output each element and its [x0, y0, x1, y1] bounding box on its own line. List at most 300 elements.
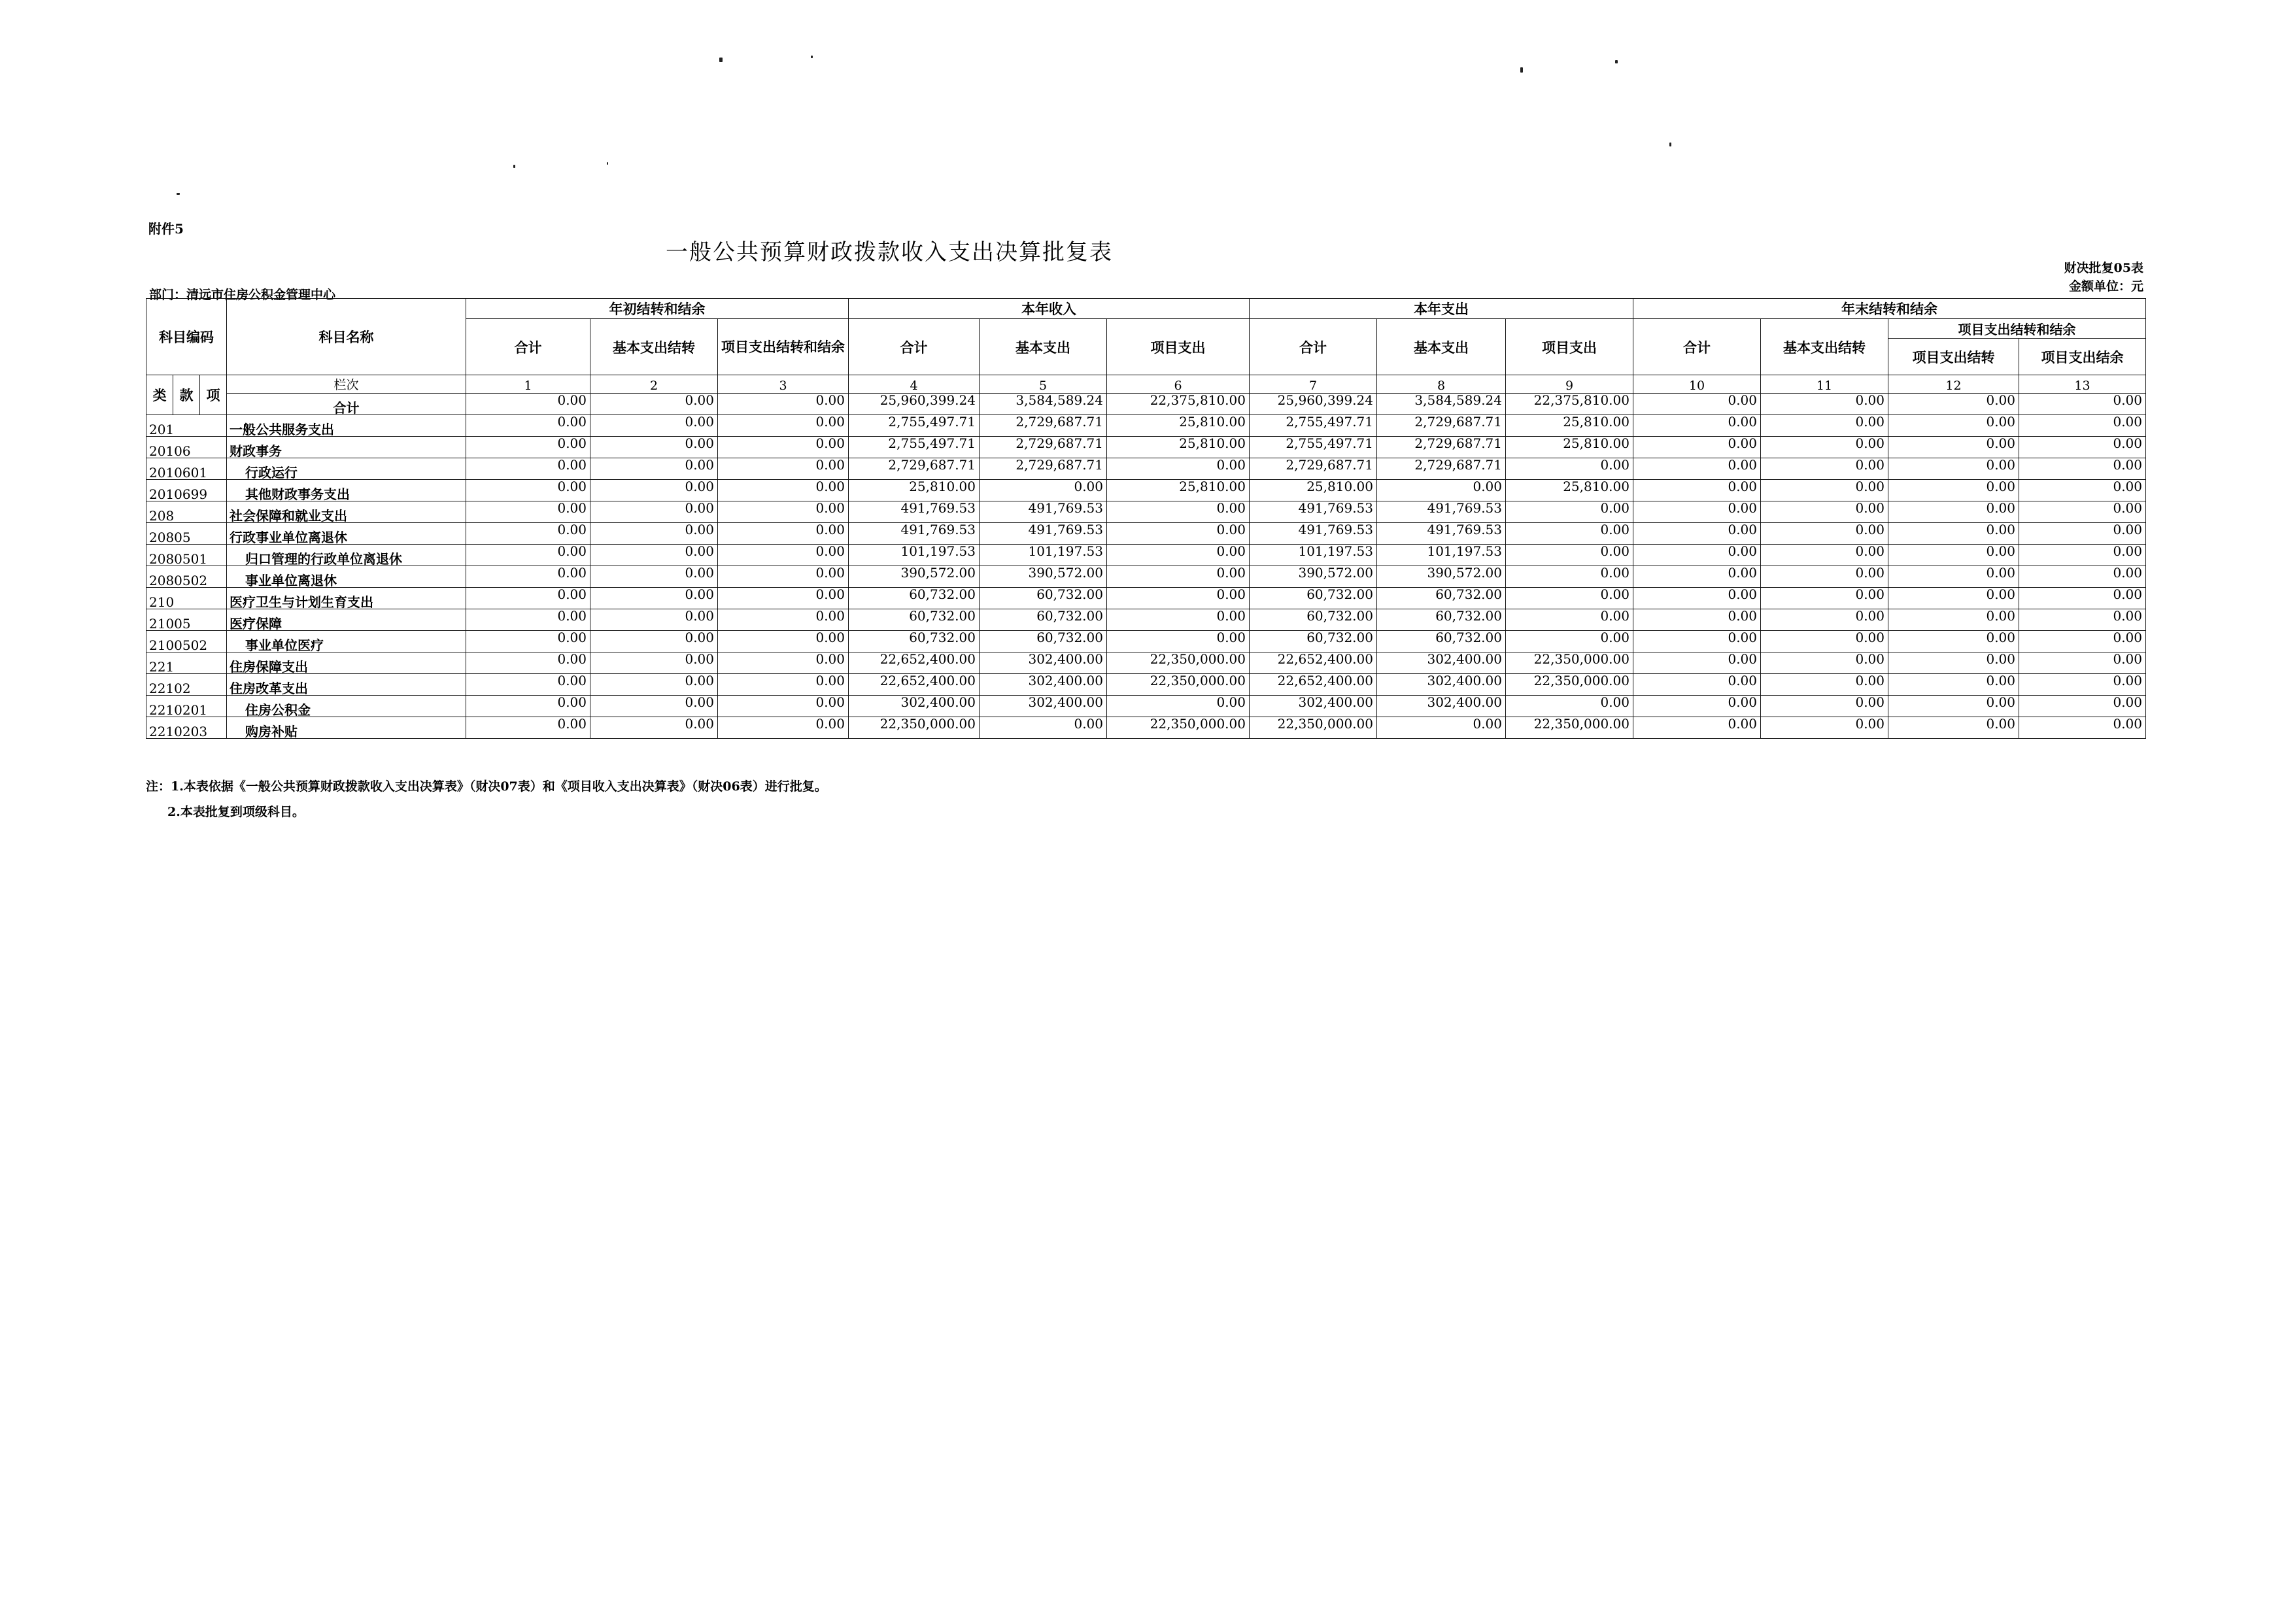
row-value: 302,400.00 [849, 696, 980, 717]
row-value: 2,729,687.71 [849, 458, 980, 480]
row-value: 0.00 [1761, 588, 1888, 609]
row-value: 0.00 [2019, 545, 2146, 566]
row-value: 0.00 [2019, 609, 2146, 631]
column-number: 1 [466, 375, 590, 394]
column-number: 2 [590, 375, 718, 394]
row-value: 0.00 [1888, 674, 2019, 696]
row-value: 0.00 [1506, 609, 1633, 631]
row-value: 0.00 [466, 609, 590, 631]
row-value: 0.00 [590, 437, 718, 458]
row-value: 60,732.00 [1250, 588, 1377, 609]
row-value: 0.00 [1761, 437, 1888, 458]
header-group-end: 年末结转和结余 [1633, 299, 2146, 319]
row-name: 住房公积金 [227, 696, 466, 717]
header-col-1: 合计 [466, 319, 590, 375]
row-value: 0.00 [718, 415, 849, 437]
row-value: 0.00 [590, 523, 718, 545]
row-value: 0.00 [718, 674, 849, 696]
row-value: 60,732.00 [1377, 609, 1506, 631]
row-code: 2080501 [146, 545, 227, 566]
table-row [146, 523, 2146, 545]
row-value: 101,197.53 [1377, 545, 1506, 566]
row-value: 491,769.53 [849, 501, 980, 523]
row-value: 22,350,000.00 [1107, 674, 1250, 696]
total-cell: 0.00 [1888, 394, 2019, 415]
row-value: 0.00 [590, 674, 718, 696]
row-value: 0.00 [466, 652, 590, 674]
header-col-11: 基本支出结转 [1761, 319, 1888, 375]
row-value: 491,769.53 [980, 523, 1107, 545]
table-row [146, 717, 2146, 739]
row-value: 0.00 [718, 480, 849, 501]
table-row [146, 696, 2146, 717]
scan-speck [1669, 143, 1671, 146]
column-number: 11 [1761, 375, 1888, 394]
row-code: 201 [146, 415, 227, 437]
header-group-expense: 本年支出 [1250, 299, 1633, 319]
row-value: 60,732.00 [980, 631, 1107, 652]
attachment-label: 附件5 [148, 221, 184, 237]
row-value: 0.00 [1761, 480, 1888, 501]
column-number: 8 [1377, 375, 1506, 394]
row-value: 0.00 [718, 523, 849, 545]
row-value: 25,810.00 [849, 480, 980, 501]
row-value: 2,729,687.71 [1377, 415, 1506, 437]
row-code: 22102 [146, 674, 227, 696]
table-row [146, 588, 2146, 609]
row-code: 221 [146, 652, 227, 674]
total-cell: 22,375,810.00 [1506, 394, 1633, 415]
scan-speck [607, 162, 608, 165]
column-number-label: 栏次 [227, 375, 466, 394]
row-value: 2,755,497.71 [849, 437, 980, 458]
row-code: 208 [146, 501, 227, 523]
header-name: 科目名称 [227, 299, 466, 375]
row-value: 22,350,000.00 [1506, 717, 1633, 739]
row-value: 2,729,687.71 [980, 437, 1107, 458]
row-value: 0.00 [2019, 588, 2146, 609]
row-value: 390,572.00 [849, 566, 980, 588]
row-value: 390,572.00 [1250, 566, 1377, 588]
note-line-2: 2.本表批复到项级科目。 [167, 805, 305, 819]
table-number: 财决批复05表 [2064, 261, 2143, 275]
row-value: 0.00 [1377, 717, 1506, 739]
row-value: 0.00 [718, 501, 849, 523]
row-value: 0.00 [590, 480, 718, 501]
total-row [146, 394, 2146, 415]
header-col-3: 项目支出结转和结余 [718, 319, 849, 375]
row-value: 0.00 [718, 566, 849, 588]
row-code: 2010699 [146, 480, 227, 501]
row-value: 0.00 [1506, 631, 1633, 652]
row-value: 60,732.00 [1250, 609, 1377, 631]
row-value: 0.00 [1761, 566, 1888, 588]
row-value: 0.00 [590, 415, 718, 437]
row-value: 0.00 [2019, 437, 2146, 458]
row-value: 101,197.53 [849, 545, 980, 566]
row-value: 0.00 [466, 545, 590, 566]
row-value: 0.00 [718, 631, 849, 652]
row-value: 0.00 [1107, 523, 1250, 545]
row-value: 302,400.00 [1377, 652, 1506, 674]
row-value: 302,400.00 [1250, 696, 1377, 717]
header-col-13: 项目支出结余 [2019, 339, 2146, 375]
row-value: 0.00 [590, 545, 718, 566]
column-number: 9 [1506, 375, 1633, 394]
row-code: 21005 [146, 609, 227, 631]
row-value: 60,732.00 [849, 588, 980, 609]
row-value: 491,769.53 [1250, 501, 1377, 523]
row-value: 60,732.00 [980, 609, 1107, 631]
row-name: 购房补贴 [227, 717, 466, 739]
approval-table [146, 298, 2146, 739]
row-name: 财政事务 [227, 437, 466, 458]
row-value: 0.00 [1888, 631, 2019, 652]
row-value: 0.00 [718, 588, 849, 609]
row-value: 0.00 [1506, 523, 1633, 545]
row-value: 0.00 [1633, 458, 1761, 480]
row-value: 22,350,000.00 [1107, 717, 1250, 739]
column-number: 7 [1250, 375, 1377, 394]
table-row [146, 415, 2146, 437]
table-row [146, 652, 2146, 674]
row-value: 0.00 [1888, 566, 2019, 588]
row-value: 60,732.00 [849, 631, 980, 652]
row-value: 302,400.00 [1377, 696, 1506, 717]
row-value: 302,400.00 [980, 696, 1107, 717]
row-value: 25,810.00 [1107, 437, 1250, 458]
row-value: 0.00 [2019, 523, 2146, 545]
column-number: 4 [849, 375, 980, 394]
table-row [146, 458, 2146, 480]
row-value: 0.00 [590, 696, 718, 717]
row-value: 60,732.00 [849, 609, 980, 631]
row-value: 0.00 [466, 631, 590, 652]
row-value: 0.00 [1633, 652, 1761, 674]
row-value: 491,769.53 [849, 523, 980, 545]
row-value: 0.00 [1633, 437, 1761, 458]
row-value: 101,197.53 [1250, 545, 1377, 566]
row-value: 0.00 [1107, 501, 1250, 523]
row-value: 0.00 [1761, 458, 1888, 480]
scan-speck [513, 165, 515, 168]
column-number: 12 [1888, 375, 2019, 394]
row-value: 0.00 [1506, 458, 1633, 480]
row-value: 22,350,000.00 [849, 717, 980, 739]
scan-speck [177, 193, 180, 195]
row-value: 0.00 [1888, 523, 2019, 545]
total-cell: 3,584,589.24 [1377, 394, 1506, 415]
row-value: 0.00 [1888, 717, 2019, 739]
header-col-2: 基本支出结转 [590, 319, 718, 375]
header-row-groups [146, 299, 2146, 319]
header-group-income: 本年收入 [849, 299, 1250, 319]
row-code: 2010601 [146, 458, 227, 480]
scan-speck [1520, 67, 1523, 73]
row-value: 0.00 [1107, 566, 1250, 588]
row-value: 60,732.00 [980, 588, 1107, 609]
row-value: 0.00 [466, 717, 590, 739]
row-value: 22,652,400.00 [849, 674, 980, 696]
table-row [146, 480, 2146, 501]
row-value: 0.00 [590, 717, 718, 739]
row-value: 491,769.53 [1250, 523, 1377, 545]
row-value: 25,810.00 [1107, 415, 1250, 437]
total-cell: 0.00 [1633, 394, 1761, 415]
scan-speck [811, 56, 813, 58]
row-value: 0.00 [718, 696, 849, 717]
row-value: 0.00 [1888, 437, 2019, 458]
row-name: 归口管理的行政单位离退休 [227, 545, 466, 566]
row-value: 60,732.00 [1377, 588, 1506, 609]
row-value: 491,769.53 [1377, 523, 1506, 545]
table-row [146, 437, 2146, 458]
row-value: 0.00 [466, 480, 590, 501]
header-col-9: 项目支出 [1506, 319, 1633, 375]
department-label: 部门：清远市住房公积金管理中心 [149, 288, 336, 302]
row-value: 0.00 [466, 566, 590, 588]
header-sub-project-balance: 项目支出结转和结余 [1888, 319, 2146, 339]
column-number: 5 [980, 375, 1107, 394]
row-value: 0.00 [2019, 501, 2146, 523]
row-value: 491,769.53 [980, 501, 1107, 523]
row-value: 0.00 [718, 545, 849, 566]
row-code: 2100502 [146, 631, 227, 652]
row-value: 0.00 [718, 652, 849, 674]
row-value: 0.00 [2019, 566, 2146, 588]
header-col-6: 项目支出 [1107, 319, 1250, 375]
header-kuan: 款 [173, 375, 200, 415]
row-value: 0.00 [2019, 717, 2146, 739]
header-col-7: 合计 [1250, 319, 1377, 375]
row-value: 0.00 [1633, 501, 1761, 523]
row-value: 0.00 [1506, 588, 1633, 609]
row-value: 0.00 [466, 437, 590, 458]
row-value: 25,810.00 [1506, 415, 1633, 437]
row-value: 0.00 [1888, 480, 2019, 501]
row-value: 0.00 [590, 566, 718, 588]
header-lei: 类 [146, 375, 173, 415]
row-value: 22,350,000.00 [1107, 652, 1250, 674]
table-row [146, 631, 2146, 652]
row-value: 0.00 [1633, 545, 1761, 566]
row-value: 0.00 [1107, 588, 1250, 609]
row-value: 0.00 [466, 458, 590, 480]
row-value: 0.00 [1633, 609, 1761, 631]
row-value: 25,810.00 [1250, 480, 1377, 501]
header-col-10: 合计 [1633, 319, 1761, 375]
row-value: 0.00 [466, 523, 590, 545]
row-value: 0.00 [1761, 717, 1888, 739]
row-value: 0.00 [1888, 652, 2019, 674]
scan-speck [1615, 60, 1618, 63]
row-value: 0.00 [2019, 696, 2146, 717]
row-value: 0.00 [590, 631, 718, 652]
row-value: 0.00 [1633, 588, 1761, 609]
row-value: 0.00 [2019, 480, 2146, 501]
table-row [146, 674, 2146, 696]
row-value: 0.00 [718, 609, 849, 631]
row-value: 0.00 [1761, 415, 1888, 437]
row-value: 0.00 [2019, 415, 2146, 437]
row-name: 一般公共服务支出 [227, 415, 466, 437]
row-value: 22,350,000.00 [1506, 674, 1633, 696]
total-cell: 0.00 [1761, 394, 1888, 415]
row-value: 22,652,400.00 [1250, 652, 1377, 674]
row-value: 0.00 [718, 717, 849, 739]
row-value: 0.00 [1761, 631, 1888, 652]
total-cell: 22,375,810.00 [1107, 394, 1250, 415]
row-value: 0.00 [1888, 545, 2019, 566]
row-value: 0.00 [1888, 609, 2019, 631]
row-code: 2210203 [146, 717, 227, 739]
row-value: 0.00 [2019, 674, 2146, 696]
row-value: 0.00 [1107, 609, 1250, 631]
row-value: 0.00 [1506, 501, 1633, 523]
row-value: 0.00 [1506, 545, 1633, 566]
row-name: 住房保障支出 [227, 652, 466, 674]
row-code: 20106 [146, 437, 227, 458]
row-value: 0.00 [1888, 696, 2019, 717]
row-value: 0.00 [2019, 458, 2146, 480]
header-col-8: 基本支出 [1377, 319, 1506, 375]
row-value: 2,729,687.71 [980, 415, 1107, 437]
row-code: 2080502 [146, 566, 227, 588]
row-value: 2,755,497.71 [849, 415, 980, 437]
total-cell: 0.00 [590, 394, 718, 415]
total-cell: 3,584,589.24 [980, 394, 1107, 415]
row-value: 0.00 [590, 609, 718, 631]
column-number: 10 [1633, 375, 1761, 394]
row-value: 25,810.00 [1506, 480, 1633, 501]
table-row [146, 545, 2146, 566]
row-value: 0.00 [466, 501, 590, 523]
row-value: 2,729,687.71 [1377, 437, 1506, 458]
row-name: 行政运行 [227, 458, 466, 480]
row-value: 0.00 [590, 588, 718, 609]
row-value: 0.00 [1107, 631, 1250, 652]
row-value: 22,652,400.00 [849, 652, 980, 674]
row-value: 0.00 [1761, 696, 1888, 717]
total-cell: 0.00 [718, 394, 849, 415]
total-cell: 0.00 [466, 394, 590, 415]
row-value: 491,769.53 [1377, 501, 1506, 523]
row-value: 0.00 [1633, 717, 1761, 739]
row-name: 医疗保障 [227, 609, 466, 631]
table-row [146, 566, 2146, 588]
row-value: 101,197.53 [980, 545, 1107, 566]
row-value: 0.00 [980, 717, 1107, 739]
header-col-5: 基本支出 [980, 319, 1107, 375]
row-value: 390,572.00 [1377, 566, 1506, 588]
row-value: 22,350,000.00 [1250, 717, 1377, 739]
row-value: 25,810.00 [1107, 480, 1250, 501]
page-title: 一般公共预算财政拨款收入支出决算批复表 [666, 239, 1113, 265]
row-value: 0.00 [466, 588, 590, 609]
row-code: 210 [146, 588, 227, 609]
row-value: 0.00 [1761, 609, 1888, 631]
column-number: 6 [1107, 375, 1250, 394]
row-value: 22,350,000.00 [1506, 652, 1633, 674]
row-value: 2,729,687.71 [1250, 458, 1377, 480]
row-name: 事业单位医疗 [227, 631, 466, 652]
data-rows [146, 415, 2146, 739]
row-value: 0.00 [1633, 631, 1761, 652]
note-line-1: 注：1.本表依据《一般公共预算财政拨款收入支出决算表》（财决07表）和《项目收入支出决算表》（财决06表）进行批复。 [146, 779, 827, 794]
row-value: 0.00 [1633, 523, 1761, 545]
row-value: 390,572.00 [980, 566, 1107, 588]
row-value: 0.00 [1761, 501, 1888, 523]
row-value: 0.00 [1888, 415, 2019, 437]
row-value: 0.00 [1633, 415, 1761, 437]
row-name: 事业单位离退休 [227, 566, 466, 588]
row-value: 0.00 [590, 458, 718, 480]
row-value: 60,732.00 [1250, 631, 1377, 652]
row-name: 其他财政事务支出 [227, 480, 466, 501]
row-value: 0.00 [1761, 674, 1888, 696]
total-cell: 0.00 [2019, 394, 2146, 415]
row-name: 住房改革支出 [227, 674, 466, 696]
header-col-12: 项目支出结转 [1888, 339, 2019, 375]
row-value: 0.00 [2019, 652, 2146, 674]
row-value: 0.00 [1107, 545, 1250, 566]
table-row [146, 501, 2146, 523]
row-value: 2,729,687.71 [980, 458, 1107, 480]
row-value: 0.00 [1888, 458, 2019, 480]
header-group-begin: 年初结转和结余 [466, 299, 849, 319]
row-value: 0.00 [1633, 696, 1761, 717]
row-value: 0.00 [980, 480, 1107, 501]
row-value: 2,729,687.71 [1377, 458, 1506, 480]
row-value: 0.00 [718, 458, 849, 480]
column-number-row [146, 375, 2146, 394]
row-value: 0.00 [466, 696, 590, 717]
row-code: 20805 [146, 523, 227, 545]
row-value: 0.00 [1888, 588, 2019, 609]
header-col-4: 合计 [849, 319, 980, 375]
scan-speck [719, 58, 723, 62]
row-value: 0.00 [1633, 566, 1761, 588]
row-value: 60,732.00 [1377, 631, 1506, 652]
column-number: 13 [2019, 375, 2146, 394]
row-value: 0.00 [590, 501, 718, 523]
row-value: 0.00 [1377, 480, 1506, 501]
row-value: 0.00 [590, 652, 718, 674]
row-name: 社会保障和就业支出 [227, 501, 466, 523]
total-cell: 25,960,399.24 [849, 394, 980, 415]
row-value: 0.00 [1761, 523, 1888, 545]
header-xiang: 项 [200, 375, 227, 415]
row-value: 2,755,497.71 [1250, 415, 1377, 437]
column-number: 3 [718, 375, 849, 394]
total-label: 合计 [227, 394, 466, 415]
row-value: 0.00 [1107, 696, 1250, 717]
row-value: 0.00 [718, 437, 849, 458]
row-value: 302,400.00 [980, 674, 1107, 696]
table-row [146, 609, 2146, 631]
row-value: 0.00 [466, 674, 590, 696]
row-value: 0.00 [2019, 631, 2146, 652]
row-value: 25,810.00 [1506, 437, 1633, 458]
total-cell: 25,960,399.24 [1250, 394, 1377, 415]
row-value: 0.00 [1506, 696, 1633, 717]
row-value: 302,400.00 [980, 652, 1107, 674]
row-value: 0.00 [1506, 566, 1633, 588]
row-code: 2210201 [146, 696, 227, 717]
amount-unit: 金额单位：元 [2068, 279, 2143, 294]
row-value: 0.00 [466, 415, 590, 437]
row-value: 0.00 [1761, 545, 1888, 566]
